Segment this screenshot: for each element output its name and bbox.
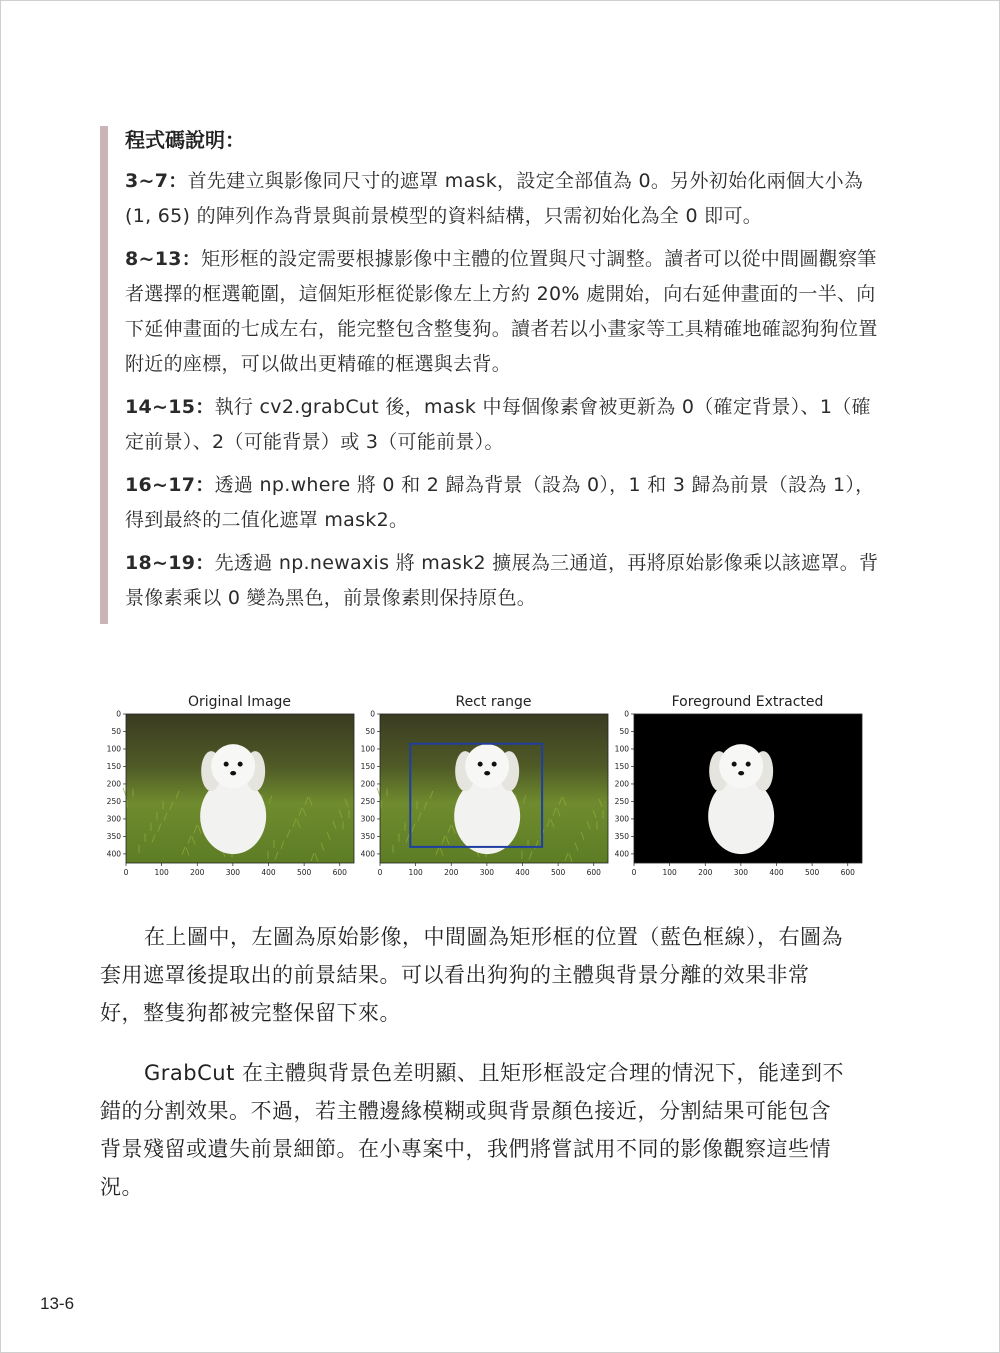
y-tick-label: 100: [614, 744, 629, 754]
explanation-item: [125, 164, 885, 234]
page-number: 13-6: [40, 1294, 75, 1313]
x-tick-label: 0: [377, 868, 383, 877]
code-explanation: [100, 126, 885, 624]
y-tick-label: 50: [619, 726, 629, 736]
x-tick-label: 500: [296, 868, 312, 877]
explanation-item: [125, 546, 885, 616]
explanation-text: 矩形框的設定需要根據影像中主體的位置與尺寸調整。讀者可以從中間圖觀察筆者選擇的框選範圍，這個矩形框從影像左上方約 20% 處開始，向右延伸畫面的一半、向下延伸畫面的七成左右，能完整包含整隻狗。讀者若以小畫家等工具精確地確認狗狗位置附近的座標，可以做出更精確的框選與去背。: [125, 248, 878, 375]
explanation-text: 首先建立與影像同尺寸的遮罩 mask，設定全部值為 0。另外初始化兩個大小為 (1, 65) 的陣列作為背景與前景模型的資料結構，只需初始化為全 0 即可。: [125, 170, 864, 227]
y-tick-label: 0: [370, 709, 375, 719]
x-tick-label: 100: [662, 868, 677, 877]
foreground-extracted-plot: [608, 690, 866, 890]
y-tick-label: 350: [614, 831, 629, 841]
figure-title: Foreground Extracted: [671, 694, 824, 710]
dog-figure: [454, 744, 520, 854]
y-tick-label: 50: [365, 726, 375, 736]
y-tick-label: 300: [106, 814, 121, 824]
explanation-title: 程式碼說明：: [125, 128, 245, 152]
y-tick-label: 250: [360, 796, 375, 806]
x-tick-label: 300: [225, 868, 241, 877]
line-range: 14~15：: [125, 396, 215, 418]
x-tick-label: 200: [444, 868, 459, 877]
explanation-item: [125, 390, 885, 460]
y-tick-label: 300: [614, 814, 629, 824]
x-tick-label: 400: [261, 868, 276, 877]
line-range: 16~17：: [125, 474, 215, 496]
figure-title: Original Image: [187, 694, 292, 710]
x-tick-label: 0: [631, 868, 637, 877]
y-tick-label: 150: [360, 761, 375, 771]
explanation-item: [125, 242, 885, 382]
explanation-text: 透過 np.where 將 0 和 2 歸為背景（設為 0），1 和 3 歸為前景（設為 1），得到最終的二值化遮罩 mask2。: [125, 474, 875, 531]
y-tick-label: 250: [106, 796, 121, 806]
y-tick-label: 400: [106, 849, 121, 859]
y-tick-label: 350: [106, 831, 121, 841]
y-tick-label: 100: [360, 744, 375, 754]
figure-original: [100, 690, 352, 890]
y-tick-label: 150: [106, 761, 121, 771]
x-tick-label: 500: [804, 868, 820, 877]
y-tick-label: 200: [614, 779, 629, 789]
body-paragraph: 在上圖中，左圖為原始影像，中間圖為矩形框的位置（藍色框線），右圖為套用遮罩後提取出的前景結果。可以看出狗狗的主體與背景分離的效果非常好，整隻狗都被完整保留下來。: [100, 925, 843, 1025]
y-tick-label: 400: [360, 849, 375, 859]
figure-title: Rect range: [455, 694, 532, 710]
y-tick-label: 300: [360, 814, 375, 824]
grass-blade: [377, 788, 380, 796]
x-tick-label: 200: [698, 868, 713, 877]
dog-figure: [200, 744, 266, 854]
explanation-item: [125, 468, 885, 538]
explanation-text: 先透過 np.newaxis 將 mask2 擴展為三通道，再將原始影像乘以該遮罩。背景像素乘以 0 變為黑色，前景像素則保持原色。: [125, 552, 879, 609]
y-tick-label: 0: [116, 709, 121, 719]
y-tick-label: 100: [106, 744, 121, 754]
original-image-plot: [100, 690, 358, 890]
explanation-text: 執行 cv2.grabCut 後，mask 中每個像素會被更新為 0（確定背景）、1（確定前景）、2（可能背景）或 3（可能前景）。: [125, 396, 871, 453]
y-tick-label: 250: [614, 796, 629, 806]
dog-figure: [708, 744, 774, 854]
y-tick-label: 350: [360, 831, 375, 841]
line-range: 18~19：: [125, 552, 215, 574]
figure-rect: [354, 690, 606, 890]
x-tick-label: 100: [154, 868, 169, 877]
x-tick-label: 300: [479, 868, 495, 877]
x-tick-label: 200: [190, 868, 205, 877]
x-tick-label: 400: [515, 868, 530, 877]
x-tick-label: 600: [586, 868, 601, 877]
x-tick-label: 100: [408, 868, 423, 877]
y-tick-label: 50: [111, 726, 121, 736]
figure-panels: [100, 690, 870, 890]
y-tick-label: 200: [106, 779, 121, 789]
body-paragraph: GrabCut 在主體與背景色差明顯、且矩形框設定合理的情況下，能達到不錯的分割效果。不過，若主體邊緣模糊或與背景顏色接近，分割結果可能包含背景殘留或遺失前景細節。在小專案中，我們將嘗試用不同的影像觀察這些情況。: [100, 1061, 844, 1199]
line-range: 3~7：: [125, 170, 188, 192]
y-tick-label: 200: [360, 779, 375, 789]
line-range: 8~13：: [125, 248, 202, 270]
grass-blade: [123, 788, 126, 796]
x-tick-label: 500: [550, 868, 566, 877]
x-tick-label: 0: [123, 868, 129, 877]
figure-extracted: [608, 690, 860, 890]
y-tick-label: 150: [614, 761, 629, 771]
x-tick-label: 600: [332, 868, 347, 877]
x-tick-label: 600: [840, 868, 855, 877]
y-tick-label: 0: [624, 709, 629, 719]
x-tick-label: 300: [733, 868, 749, 877]
rect-range-plot: [354, 690, 612, 890]
y-tick-label: 400: [614, 849, 629, 859]
x-tick-label: 400: [769, 868, 784, 877]
